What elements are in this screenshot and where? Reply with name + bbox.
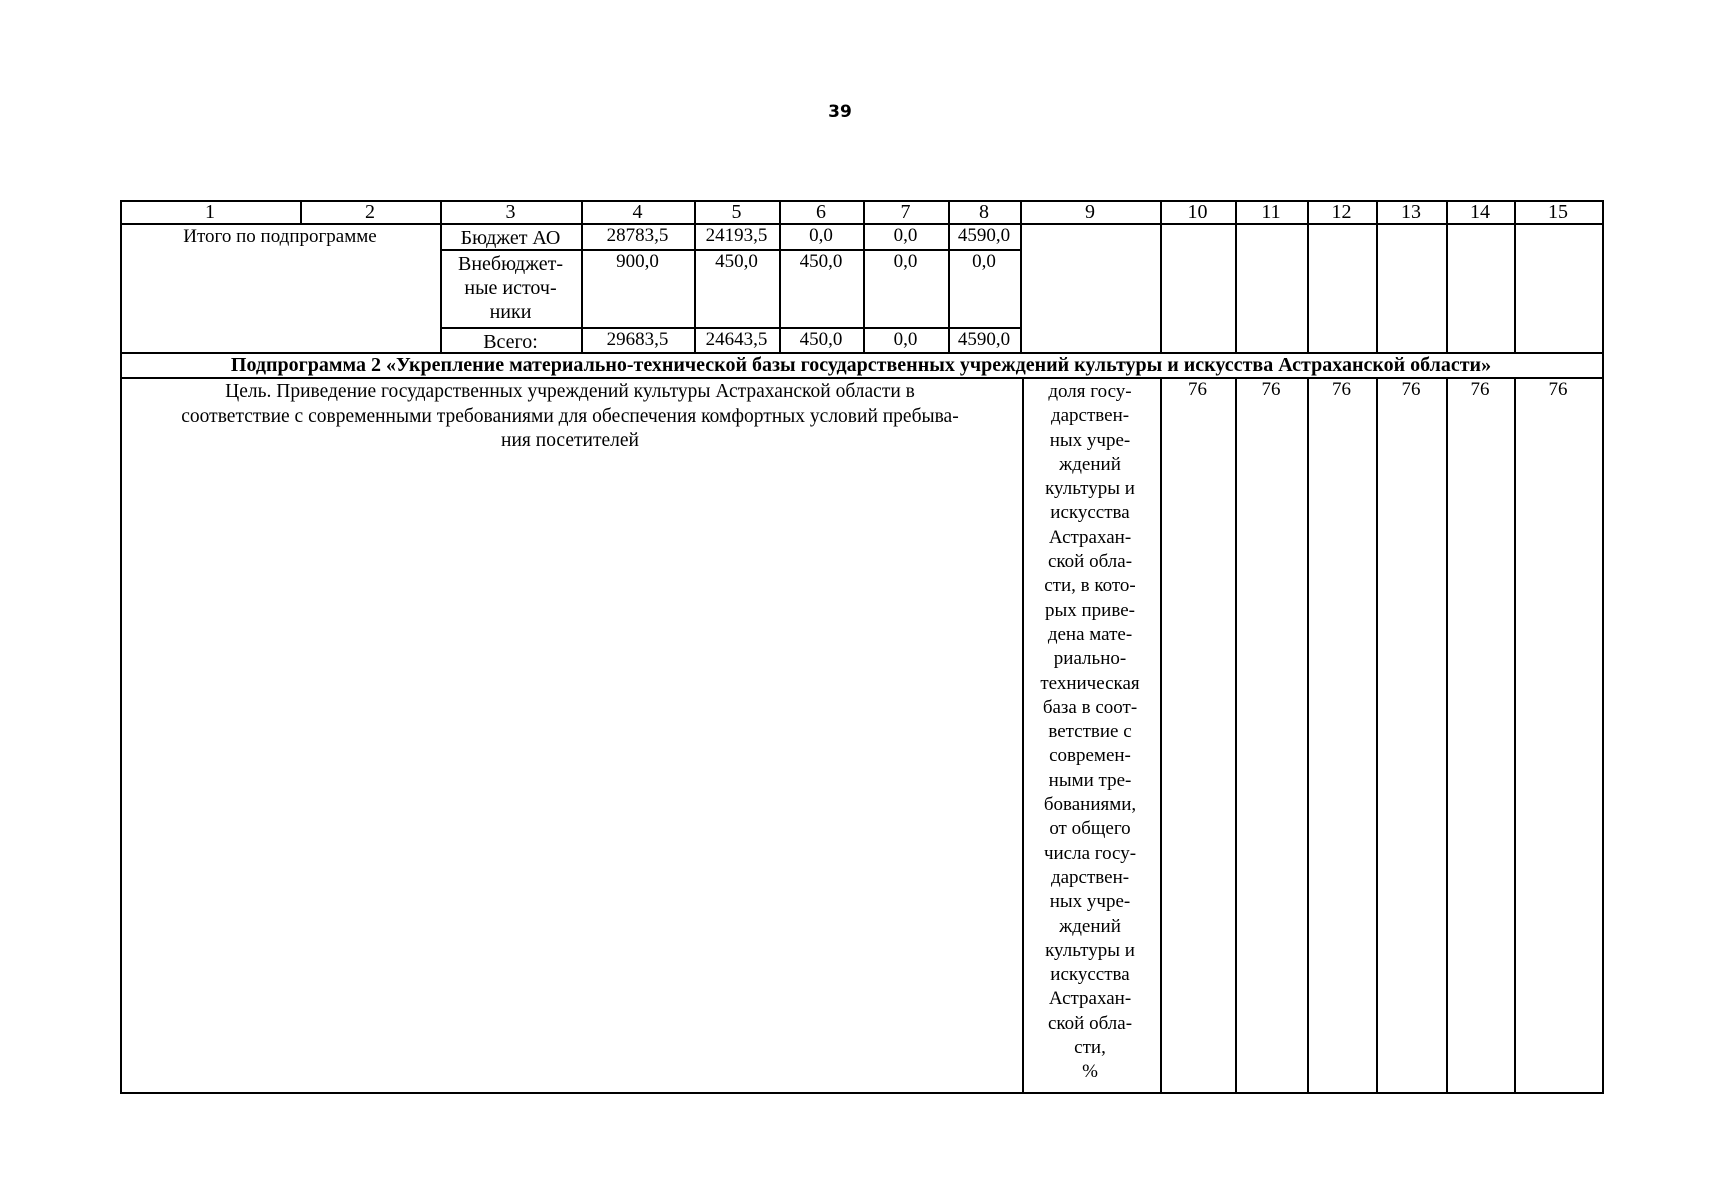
funding-value: 900,0	[616, 251, 659, 272]
table-border	[1602, 200, 1604, 1094]
subprogram-title: Подпрограмма 2 «Укрепление материально-технической базы государственных учреждений культуры и искусства Астраханской области»	[230, 354, 1492, 376]
funding-value: 450,0	[799, 329, 843, 350]
funding-value: 450,0	[799, 251, 843, 272]
column-number: 11	[1261, 201, 1281, 223]
table-border	[1376, 377, 1378, 1092]
indicator-text-line: ветствие с	[1048, 721, 1132, 743]
indicator-text-line: ными тре-	[1048, 769, 1132, 791]
funding-value: 4590,0	[957, 329, 1011, 350]
indicator-text-line: культуры и	[1045, 939, 1135, 961]
column-number: 15	[1548, 201, 1568, 223]
indicator-text-line: дарствен-	[1050, 866, 1130, 888]
funding-value: 24193,5	[705, 225, 768, 246]
indicator-text-line: доля госу-	[1048, 381, 1132, 402]
column-number: 1	[205, 201, 215, 223]
indicator-text-line: дена мате-	[1047, 623, 1133, 645]
table-border	[120, 200, 122, 1094]
indicator-text-line: от общего	[1049, 818, 1131, 840]
column-number: 6	[816, 201, 826, 223]
funding-value: 0,0	[972, 251, 996, 272]
indicator-text-line: культуры и	[1045, 478, 1135, 500]
funding-value: 28783,5	[606, 225, 669, 246]
column-number: 4	[632, 201, 643, 223]
indicator-text-line: база в соот-	[1042, 696, 1138, 718]
page-number: 39	[828, 102, 852, 122]
indicator-text-line: сти,	[1074, 1037, 1106, 1059]
funding-value: 0,0	[893, 329, 918, 350]
funding-source-line: ные источ-	[464, 277, 557, 299]
target-value: 76	[1470, 379, 1490, 400]
indicator-text-line: рых приве-	[1045, 599, 1135, 621]
indicator-text-line: ской обла-	[1047, 551, 1133, 573]
table-border	[1514, 377, 1516, 1092]
indicator-text-line: ской обла-	[1047, 1012, 1133, 1034]
funding-value: 0,0	[893, 225, 918, 246]
column-number: 3	[505, 201, 516, 223]
indicator-text-line: дарствен-	[1050, 405, 1130, 427]
table-border	[1235, 377, 1237, 1092]
table-border	[1446, 377, 1448, 1092]
column-number: 8	[979, 201, 989, 223]
goal-text-line: соответствие с современными требованиями для обеспечения комфортных условий пребыва-	[181, 405, 959, 427]
table-border	[120, 377, 1602, 379]
target-value: 76	[1401, 379, 1421, 400]
funding-source-line: Всего:	[483, 331, 538, 353]
indicator-text-line: современ-	[1049, 745, 1131, 767]
funding-source	[440, 330, 581, 354]
funding-value: 24643,5	[705, 329, 768, 350]
indicator-text-line: Астрахан-	[1048, 988, 1132, 1010]
column-number: 2	[365, 201, 375, 223]
indicator-text-line: %	[1082, 1061, 1098, 1083]
column-number: 10	[1187, 201, 1208, 223]
table-border	[1307, 377, 1309, 1092]
target-value: 76	[1548, 379, 1568, 400]
indicator-text-line: ждений	[1059, 915, 1121, 937]
table-border	[120, 223, 1602, 225]
column-number: 14	[1470, 201, 1490, 223]
funding-value: 0,0	[893, 251, 918, 272]
funding-source-line: ники	[489, 301, 532, 323]
goal-text-line: Цель. Приведение государственных учреждений культуры Астраханской области в	[225, 381, 915, 402]
target-value: 76	[1332, 379, 1351, 400]
indicator-text-line: Астрахан-	[1048, 526, 1132, 548]
funding-source	[440, 226, 581, 250]
funding-value: 0,0	[809, 225, 833, 246]
indicator-text-line: сти, в кото-	[1044, 575, 1136, 597]
column-number: 5	[731, 201, 742, 223]
column-number: 12	[1331, 201, 1352, 223]
table-border	[1160, 377, 1162, 1092]
funding-value: 4590,0	[957, 225, 1011, 246]
summary-label: Итого по подпрограмме	[183, 226, 377, 247]
indicator-text-line: риально-	[1053, 648, 1127, 670]
funding-source	[440, 252, 581, 324]
indicator-text	[1022, 380, 1158, 1085]
indicator-text-line: искусства	[1050, 502, 1130, 524]
goal-text-line: ния посетителей	[501, 430, 639, 451]
funding-value: 29683,5	[606, 329, 669, 350]
funding-source-line: Внебюджет-	[457, 253, 564, 275]
goal-text	[122, 380, 1018, 454]
indicator-text-line: искусства	[1050, 964, 1130, 986]
column-number: 9	[1085, 201, 1095, 223]
column-number: 13	[1401, 201, 1421, 223]
column-number: 7	[900, 201, 911, 223]
target-value: 76	[1261, 379, 1281, 400]
indicator-text-line: числа госу-	[1043, 842, 1137, 864]
indicator-text-line: бованиями,	[1043, 794, 1137, 816]
indicator-text-line: техническая	[1040, 672, 1140, 694]
funding-source-line: Бюджет АО	[460, 227, 561, 249]
target-value: 76	[1188, 379, 1207, 400]
indicator-text-line: ных учре-	[1049, 891, 1131, 913]
indicator-text-line: ждений	[1059, 453, 1121, 475]
indicator-text-line: ных учре-	[1049, 429, 1131, 451]
funding-value: 450,0	[715, 251, 758, 272]
table-border	[120, 1092, 1602, 1094]
